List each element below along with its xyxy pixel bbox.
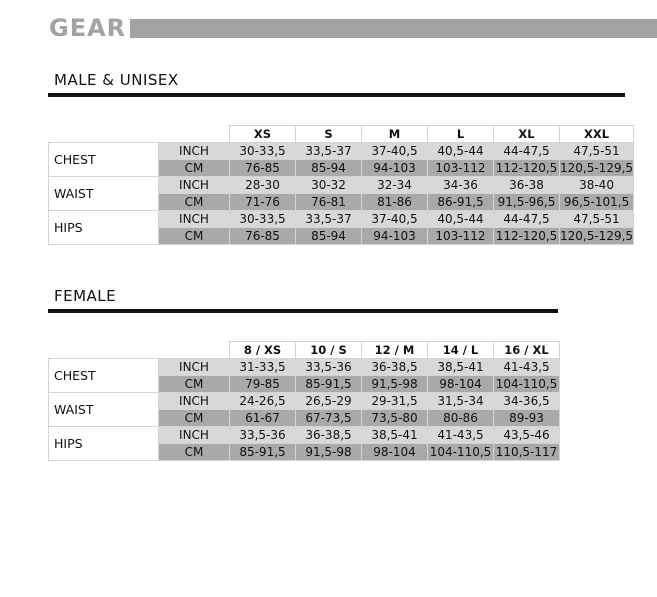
- table-cell: 91,5-98: [296, 444, 362, 461]
- table-cell: 120,5-129,5: [560, 228, 634, 243]
- table-cell: 71-76: [230, 194, 296, 211]
- unit-label: INCH: [159, 359, 230, 376]
- table-cell: 98-104: [428, 376, 494, 393]
- table-cell: 40,5-44: [428, 143, 494, 160]
- measure-label: WAIST: [49, 177, 159, 211]
- table-cell: 36-38: [494, 177, 560, 194]
- table-cell: 86-91,5: [428, 194, 494, 211]
- size-header-row: [49, 342, 560, 359]
- unit-label: CM: [159, 376, 230, 393]
- title-bar-decoration: [130, 19, 657, 38]
- page-title: GEAR: [49, 14, 127, 42]
- unit-label: INCH: [159, 143, 230, 160]
- table-cell: 103-112: [428, 228, 494, 245]
- table-cell: 79-85: [230, 376, 296, 393]
- table-cell: 67-73,5: [296, 410, 362, 427]
- table-cell: 91,5-98: [362, 376, 428, 393]
- table-cell: 44-47,5: [494, 211, 560, 228]
- table-cell: 85-94: [296, 228, 362, 245]
- male-size-table: [48, 125, 634, 245]
- female-section-rule: [48, 309, 558, 313]
- table-row: [49, 211, 634, 228]
- table-cell: 81-86: [362, 194, 428, 211]
- size-header: XS: [230, 126, 296, 143]
- table-cell: 30-32: [296, 177, 362, 194]
- unit-label: CM: [159, 228, 230, 245]
- table-row: [49, 393, 560, 410]
- table-cell: 104-110,5: [494, 376, 560, 393]
- table-cell: 43,5-46: [494, 427, 560, 444]
- female-section-title: FEMALE: [54, 287, 117, 305]
- table-cell: 91,5-96,5: [494, 194, 560, 211]
- table-cell: 85-91,5: [296, 376, 362, 393]
- table-row: [49, 427, 560, 444]
- table-cell: 76-85: [230, 160, 296, 177]
- table-cell: 38,5-41: [362, 427, 428, 444]
- table-cell: 34-36,5: [494, 393, 560, 410]
- table-cell: 31,5-34: [428, 393, 494, 410]
- table-cell: 33,5-36: [296, 359, 362, 376]
- size-header: XXL: [560, 126, 634, 143]
- size-header: 10 / S: [296, 342, 362, 359]
- table-cell: 37-40,5: [362, 143, 428, 160]
- table-cell: 85-94: [296, 160, 362, 177]
- table-cell: 41-43,5: [494, 359, 560, 376]
- unit-label: CM: [159, 194, 230, 211]
- unit-label: CM: [159, 160, 230, 177]
- size-header: M: [362, 126, 428, 143]
- table-cell: 73,5-80: [362, 410, 428, 427]
- size-header: 14 / L: [428, 342, 494, 359]
- table-cell: 33,5-36: [230, 427, 296, 444]
- table-cell: 30-33,5: [230, 211, 296, 228]
- table-row: [49, 359, 560, 376]
- male-section-title: MALE & UNISEX: [54, 71, 179, 89]
- table-cell: 47,5-51: [560, 143, 634, 160]
- table-cell: 30-33,5: [230, 143, 296, 160]
- unit-label: INCH: [159, 393, 230, 410]
- table-cell: 120,5-129,5: [560, 160, 634, 175]
- size-header: 12 / M: [362, 342, 428, 359]
- table-cell: 104-110,5: [428, 444, 494, 461]
- table-cell: 98-104: [362, 444, 428, 461]
- unit-label: INCH: [159, 427, 230, 444]
- measure-label: CHEST: [49, 143, 159, 177]
- unit-label: INCH: [159, 177, 230, 194]
- table-cell: 112-120,5: [494, 160, 560, 177]
- table-cell: 80-86: [428, 410, 494, 427]
- table-cell: 76-81: [296, 194, 362, 211]
- table-cell: 94-103: [362, 228, 428, 245]
- measure-label: HIPS: [49, 427, 159, 461]
- table-cell: 29-31,5: [362, 393, 428, 410]
- table-cell: 32-34: [362, 177, 428, 194]
- male-section-rule: [48, 93, 625, 97]
- table-cell: 47,5-51: [560, 211, 634, 228]
- unit-label: INCH: [159, 211, 230, 228]
- table-cell: 112-120,5: [494, 228, 560, 245]
- table-cell: 85-91,5: [230, 444, 296, 461]
- table-cell: 37-40,5: [362, 211, 428, 228]
- table-cell: 33,5-37: [296, 211, 362, 228]
- table-cell: 34-36: [428, 177, 494, 194]
- unit-label: CM: [159, 410, 230, 427]
- table-cell: 76-85: [230, 228, 296, 245]
- unit-label: CM: [159, 444, 230, 461]
- measure-label: WAIST: [49, 393, 159, 427]
- table-cell: 89-93: [494, 410, 560, 427]
- table-cell: 110,5-117: [494, 444, 560, 461]
- table-cell: 38-40: [560, 177, 634, 194]
- size-header: S: [296, 126, 362, 143]
- table-cell: 40,5-44: [428, 211, 494, 228]
- size-header: 8 / XS: [230, 342, 296, 359]
- table-cell: 36-38,5: [362, 359, 428, 376]
- table-cell: 94-103: [362, 160, 428, 177]
- size-header: 16 / XL: [494, 342, 560, 359]
- table-row: [49, 177, 634, 194]
- table-cell: 31-33,5: [230, 359, 296, 376]
- size-header-row: [49, 126, 634, 143]
- table-cell: 24-26,5: [230, 393, 296, 410]
- table-cell: 26,5-29: [296, 393, 362, 410]
- table-cell: 33,5-37: [296, 143, 362, 160]
- table-cell: 38,5-41: [428, 359, 494, 376]
- size-header: XL: [494, 126, 560, 143]
- female-size-table: [48, 341, 560, 461]
- table-cell: 96,5-101,5: [560, 194, 634, 211]
- table-cell: 41-43,5: [428, 427, 494, 444]
- table-row: [49, 143, 634, 160]
- table-cell: 103-112: [428, 160, 494, 177]
- measure-label: CHEST: [49, 359, 159, 393]
- measure-label: HIPS: [49, 211, 159, 245]
- table-cell: 36-38,5: [296, 427, 362, 444]
- table-cell: 44-47,5: [494, 143, 560, 160]
- size-header: L: [428, 126, 494, 143]
- table-cell: 28-30: [230, 177, 296, 194]
- table-cell: 61-67: [230, 410, 296, 427]
